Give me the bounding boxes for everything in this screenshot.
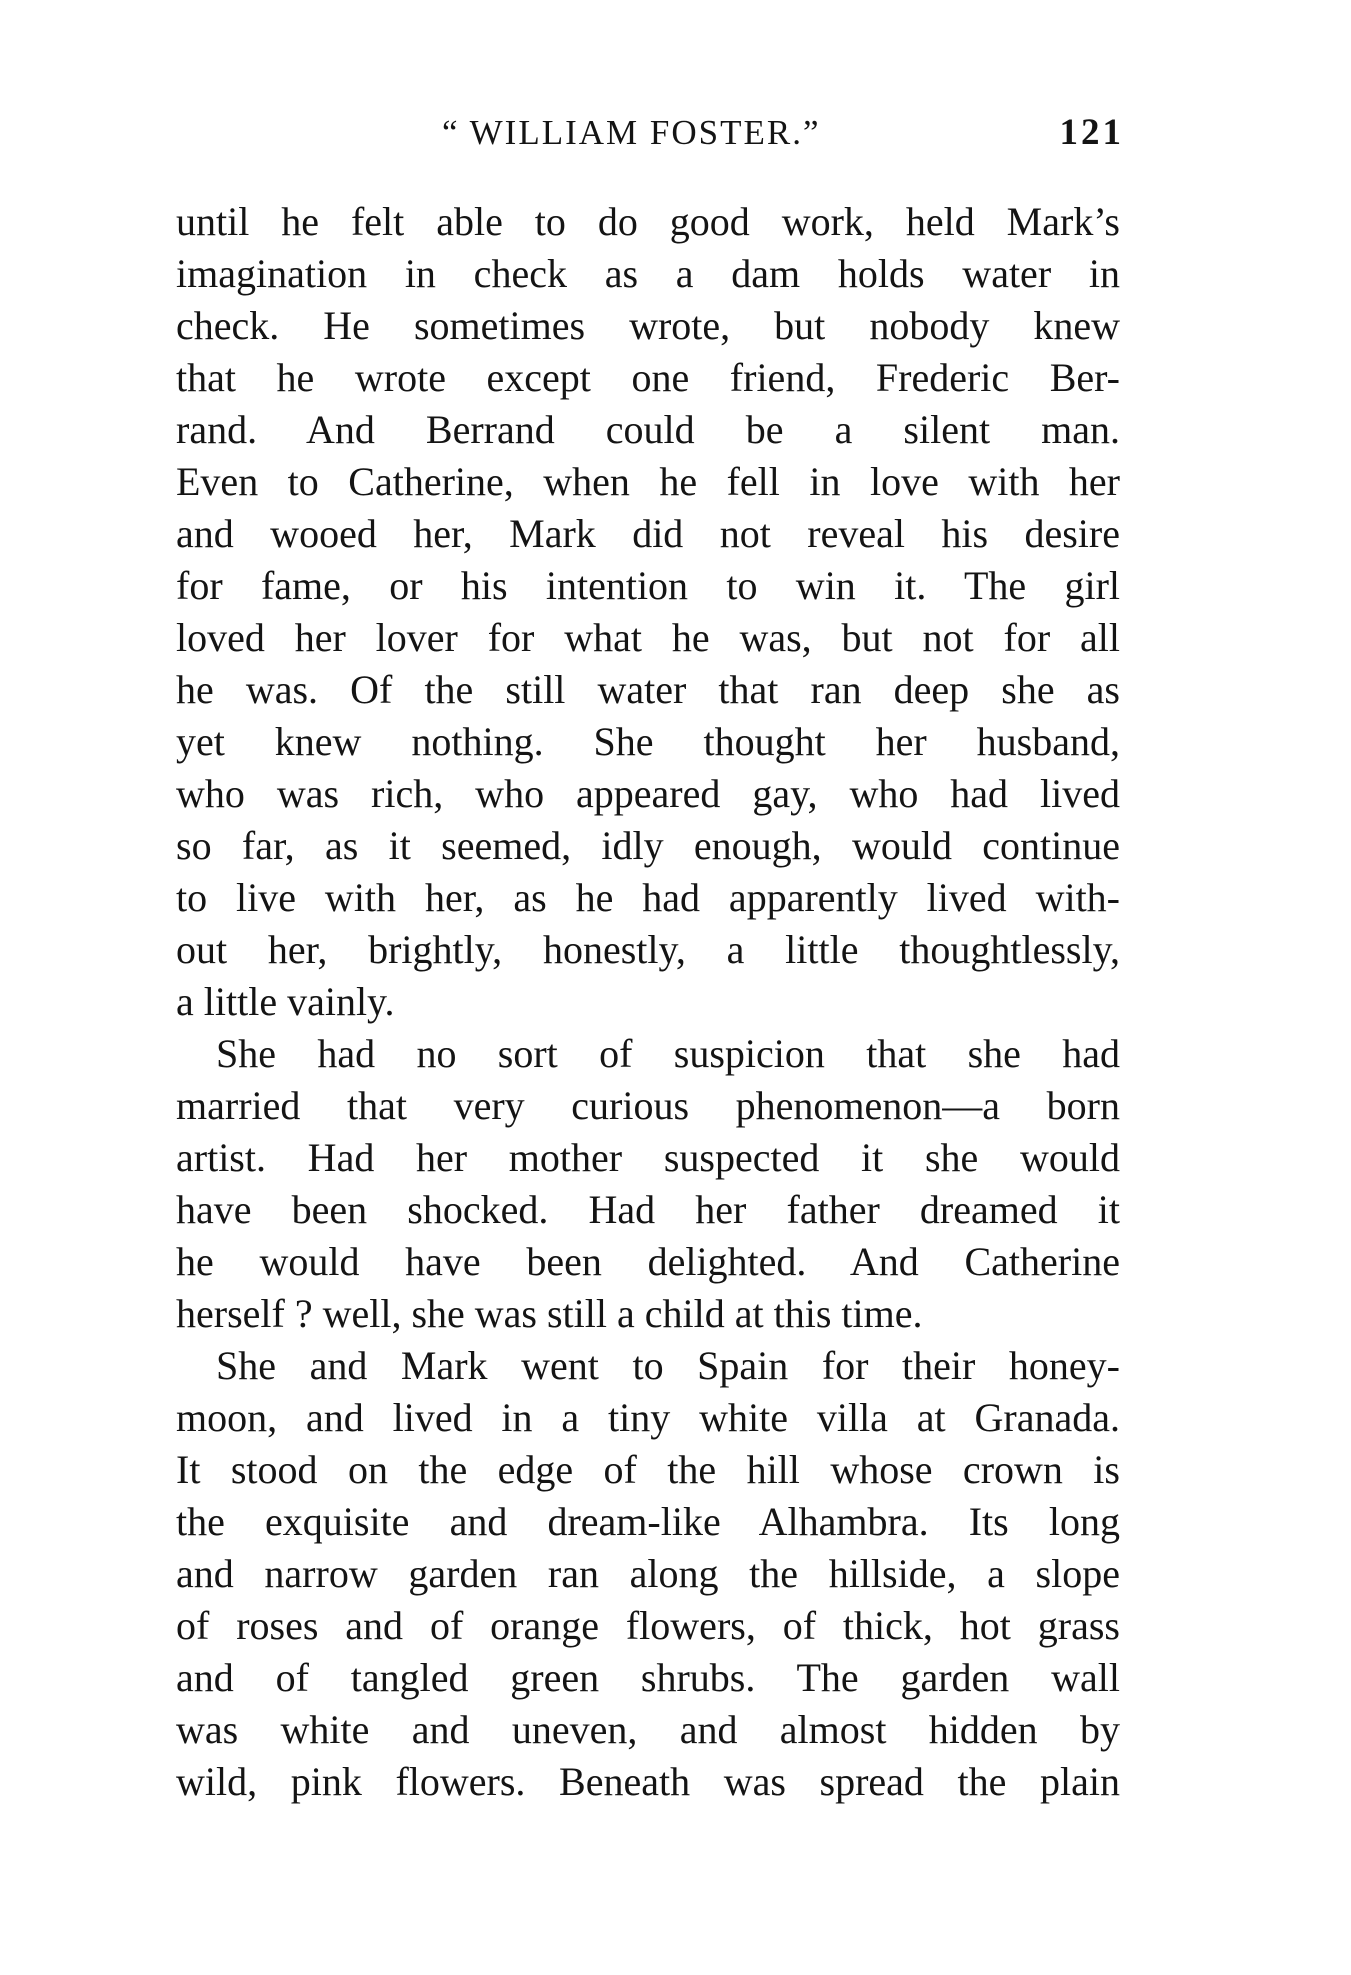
text-line: imagination in check as a dam holds water in bbox=[176, 251, 1120, 296]
text-line: of roses and of orange flowers, of thick, hot grass bbox=[176, 1603, 1120, 1648]
text-line: and wooed her, Mark did not reveal his desire bbox=[176, 511, 1120, 556]
paragraph-3 bbox=[176, 1340, 1120, 1808]
page-number: 121 bbox=[1059, 112, 1124, 153]
text-line: he would have been delighted. And Catherine bbox=[176, 1239, 1120, 1284]
text-line: married that very curious phenomenon—a born bbox=[176, 1083, 1120, 1128]
text-line: until he felt able to do good work, held Mark’s bbox=[176, 199, 1120, 244]
text-line: out her, brightly, honestly, a little thoughtlessly, bbox=[176, 927, 1120, 972]
text-line: was white and uneven, and almost hidden by bbox=[176, 1707, 1120, 1752]
text-line: the exquisite and dream-like Alhambra. Its long bbox=[176, 1499, 1120, 1544]
text-line: he was. Of the still water that ran deep she as bbox=[176, 667, 1120, 712]
text-line: artist. Had her mother suspected it she would bbox=[176, 1135, 1120, 1180]
running-header bbox=[176, 108, 1124, 158]
text-line: that he wrote except one friend, Frederic Ber- bbox=[176, 355, 1120, 400]
text-line: loved her lover for what he was, but not for all bbox=[176, 615, 1120, 660]
text-line: so far, as it seemed, idly enough, would continue bbox=[176, 823, 1120, 868]
text-line: yet knew nothing. She thought her husband, bbox=[176, 719, 1120, 764]
text-line: and narrow garden ran along the hillside, a slope bbox=[176, 1551, 1120, 1596]
text-line: herself ? well, she was still a child at this time. bbox=[176, 1291, 923, 1336]
paragraph-1 bbox=[176, 196, 1120, 1028]
text-line: and of tangled green shrubs. The garden wall bbox=[176, 1655, 1120, 1700]
text-line: for fame, or his intention to win it. The girl bbox=[176, 563, 1120, 608]
text-line: have been shocked. Had her father dreamed it bbox=[176, 1187, 1120, 1232]
text-line: check. He sometimes wrote, but nobody knew bbox=[176, 303, 1120, 348]
text-line: a little vainly. bbox=[176, 979, 395, 1024]
text-line: rand. And Berrand could be a silent man. bbox=[176, 407, 1120, 452]
text-line: Even to Catherine, when he fell in love with her bbox=[176, 459, 1120, 504]
text-line: She and Mark went to Spain for their honey- bbox=[216, 1343, 1120, 1388]
text-line: wild, pink flowers. Beneath was spread the plain bbox=[176, 1759, 1120, 1804]
body-text bbox=[176, 196, 1120, 1808]
running-title: “ WILLIAM FOSTER.” bbox=[442, 113, 821, 152]
text-line: who was rich, who appeared gay, who had lived bbox=[176, 771, 1120, 816]
text-line: It stood on the edge of the hill whose crown is bbox=[176, 1447, 1120, 1492]
paragraph-2 bbox=[176, 1028, 1120, 1340]
text-line: She had no sort of suspicion that she had bbox=[216, 1031, 1120, 1076]
text-line: to live with her, as he had apparently lived with- bbox=[176, 875, 1120, 920]
text-line: moon, and lived in a tiny white villa at Granada. bbox=[176, 1395, 1120, 1440]
